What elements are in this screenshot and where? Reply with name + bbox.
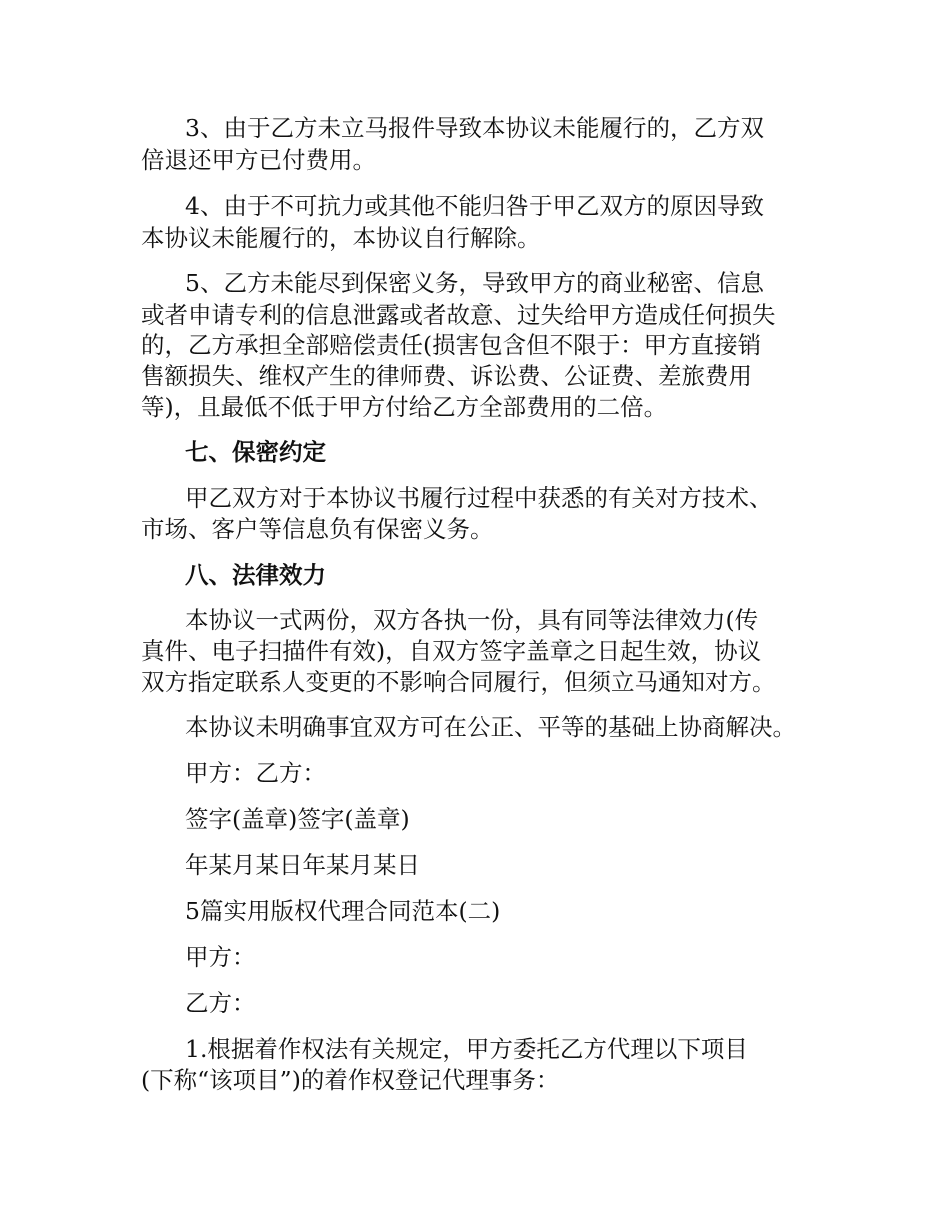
section8-line2: 真件、电子扫描件有效)，自双方签字盖章之日起生效，协议 [141,637,762,665]
clause5-line1: 5、乙方未能尽到保密义务，导致甲方的商业秘密、信息 [185,269,764,297]
signature-date: 年某月某日年某月某日 [185,851,420,879]
clause4-line2: 本协议未能履行的，本协议自行解除。 [141,224,541,252]
contract2-party-a: 甲方： [185,943,256,971]
contract2-title: 5篇实用版权代理合同范本(二) [185,897,501,925]
section8-line3: 双方指定联系人变更的不影响合同履行，但须立马通知对方。 [141,668,776,696]
signature-seal: 签字(盖章)签字(盖章) [185,805,410,833]
section7-line1: 甲乙双方对于本协议书履行过程中获悉的有关对方技术、 [185,484,773,512]
clause3-line2: 倍退还甲方已付费用。 [141,146,376,174]
clause5-line4: 售额损失、维权产生的律师费、诉讼费、公证费、差旅费用 [141,362,752,390]
section7-heading: 七、保密约定 [185,438,326,466]
clause3-line1: 3、由于乙方未立马报件导致本协议未能履行的，乙方双 [185,114,764,142]
signature-parties: 甲方：乙方： [185,759,326,787]
section8-line4: 本协议未明确事宜双方可在公正、平等的基础上协商解决。 [185,713,796,741]
section7-line2: 市场、客户等信息负有保密义务。 [141,515,494,543]
contract2-item1-line2: (下称“该项目”)的着作权登记代理事务： [141,1066,560,1094]
section8-line1: 本协议一式两份，双方各执一份，具有同等法律效力(传 [185,606,759,634]
section8-heading: 八、法律效力 [185,561,326,589]
clause5-line5: 等)，且最低不低于甲方付给乙方全部费用的二倍。 [141,393,668,421]
clause5-line3: 的，乙方承担全部赔偿责任(损害包含但不限于：甲方直接销 [141,331,762,359]
contract2-item1-line1: 1.根据着作权法有关规定，甲方委托乙方代理以下项目 [185,1035,748,1063]
clause4-line1: 4、由于不可抗力或其他不能归咎于甲乙双方的原因导致 [185,192,764,220]
contract2-party-b: 乙方： [185,989,256,1017]
clause5-line2: 或者申请专利的信息泄露或者故意、过失给甲方造成任何损失 [141,301,776,329]
